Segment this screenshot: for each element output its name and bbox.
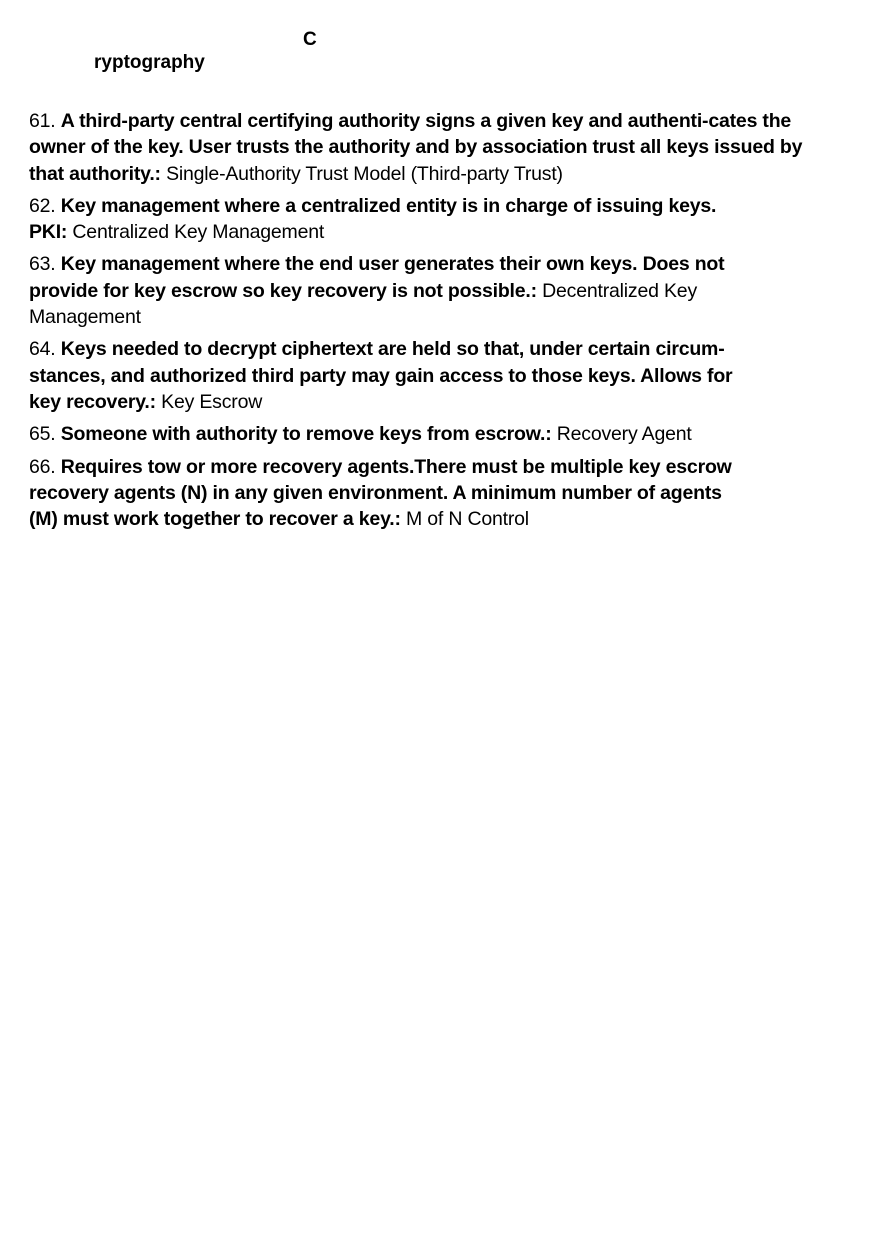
flashcard-entry-65 [29,421,741,447]
entry-question: Someone with authority to remove keys from escrow.: [60,423,552,446]
entry-question: A third-party central certifying authority signs a given key and authenti-cates the owner of the key. User trusts the authority and by association trust all keys issued by that authority.: [29,110,803,185]
entry-answer: Decentralized Key Management [29,279,697,329]
entry-answer: Single-Authority Trust Model (Third-party Trust) [166,162,563,185]
entry-number: 65. [29,423,56,446]
entry-question: Requires tow or more recovery agents.There must be multiple key escrow recovery agents (N) in any given environment. A minimum number of agents (M) must work together to recover a key.: [29,455,732,531]
flashcard-entry-64 [29,336,741,415]
entry-answer: Centralized Key Management [72,221,325,244]
entry-answer: Key Escrow [161,390,263,413]
flashcard-entry-62 [29,193,741,246]
entry-number: 62. [29,194,56,217]
flashcard-list [29,108,819,538]
header-title-rest: ryptography [94,52,205,73]
entry-number: 66. [29,455,56,478]
entry-question: Key management where a centralized entity is in charge of issuing keys. PKI: [29,194,717,244]
entry-number: 61. [29,110,56,132]
entry-number: 64. [29,338,56,361]
flashcard-entry-61 [29,108,809,187]
flashcard-entry-66 [29,454,741,533]
flashcard-entry-63 [29,251,741,330]
entry-answer: Recovery Agent [556,423,692,446]
entry-answer: M of N Control [406,508,529,531]
header-first-letter: C [303,29,317,50]
entry-number: 63. [29,253,56,276]
entry-question: Keys needed to decrypt ciphertext are held so that, under certain circum-stances, and authorized third party may gain access to those keys. Allows for key recovery.: [29,338,733,413]
entry-question: Key management where the end user generates their own keys. Does not provide for key escrow so key recovery is not possible.: [29,253,725,302]
